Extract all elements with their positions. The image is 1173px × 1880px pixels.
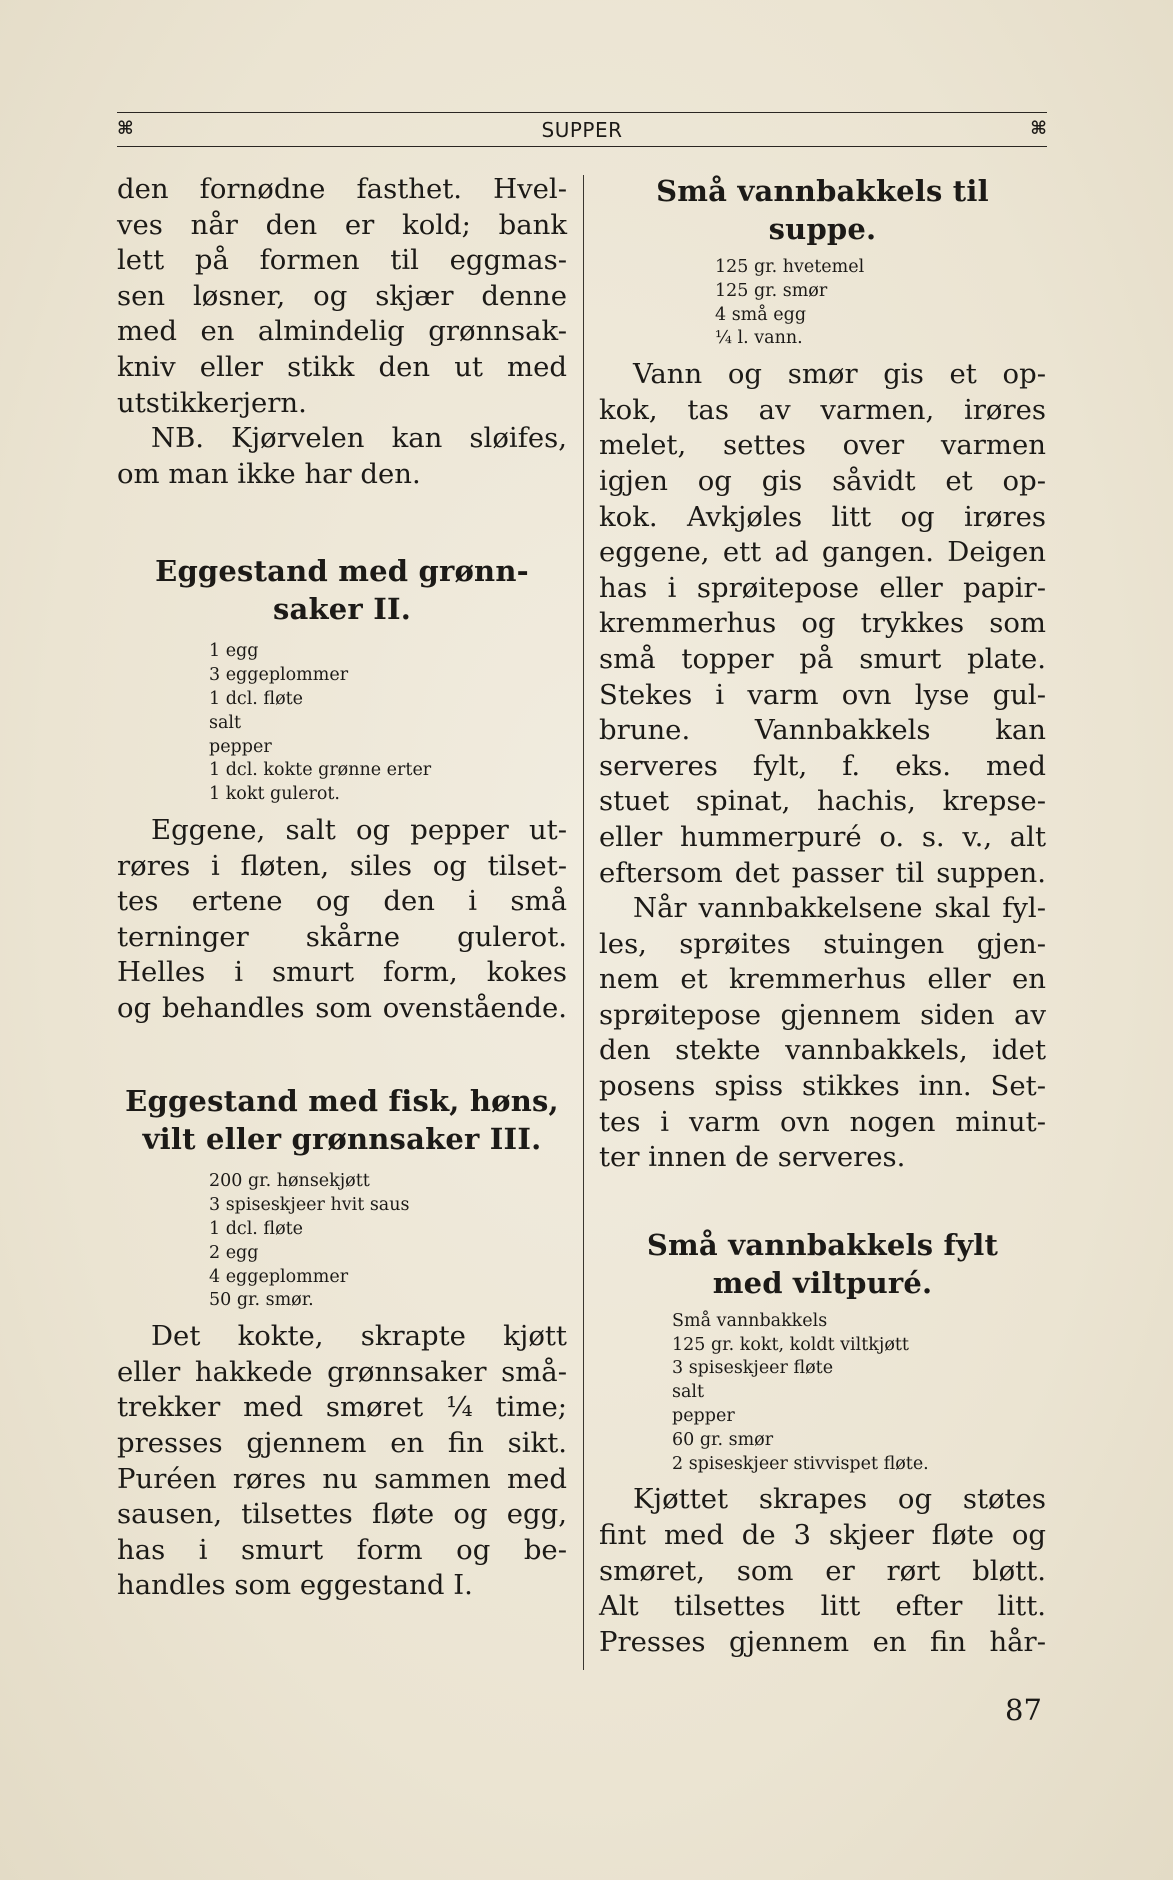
ingredient-item: 50 gr. smør. [209, 1290, 314, 1311]
text-line: has i sprøitepose eller papir- [599, 571, 1046, 604]
recipe-title: Eggestand med grønn- [155, 554, 529, 589]
recipe-vannbakkels-viltpure [599, 1226, 1046, 1661]
ingredient-item: salt [672, 1382, 705, 1403]
text-line: små topper på smurt plate. [599, 642, 1046, 675]
text-line: Helles i smurt form, kokes [117, 956, 567, 989]
ingredient-item: Små vannbakkels [672, 1310, 828, 1331]
ingredient-item: 1 egg [209, 641, 259, 662]
ingredient-item: 4 små egg [715, 304, 807, 325]
ingredient-item: 1 dcl. fløte [209, 1219, 304, 1240]
text-line: den stekte vannbakkels, idet [599, 1034, 1046, 1067]
text-line: kremmerhus og trykkes som [599, 607, 1046, 640]
ingredient-list [209, 640, 567, 807]
recipe-title: saker II. [272, 592, 412, 627]
text-line: sen løsner, og skjær denne [117, 279, 567, 312]
header-title: SUPPER [541, 118, 623, 142]
ingredient-item: ¼ l. vann. [715, 328, 803, 349]
ingredient-item: pepper [209, 736, 272, 757]
ingredient-item: 3 spiseskjeer fløte [672, 1358, 834, 1379]
left-column [117, 172, 567, 1604]
text-line: eller hakkede grønnsaker små- [117, 1355, 567, 1388]
recipe-title: suppe. [768, 212, 877, 246]
ingredient-item: 1 kokt gulerot. [209, 784, 340, 805]
recipe-body [117, 1319, 567, 1604]
text-line: eftersom det passer til suppen. [599, 856, 1046, 889]
text-line: les, sprøites stuingen gjen- [599, 927, 1046, 960]
text-line: tes i varm ovn nogen minut- [599, 1105, 1046, 1138]
ingredient-item: 2 spiseskjeer stivvispet fløte. [672, 1453, 929, 1474]
recipe-title: Eggestand med fisk, høns, [125, 1084, 559, 1119]
text-line: igjen og gis såvidt et op- [599, 464, 1046, 497]
text-line: posens spiss stikkes inn. Set- [599, 1070, 1046, 1103]
ingredient-item: salt [209, 712, 242, 733]
text-line: kok. Avkjøles litt og irøres [599, 500, 1046, 533]
recipe-body [117, 813, 567, 1027]
text-line: med en almindelig grønnsak- [117, 315, 567, 348]
text-line: kok, tas av varmen, irøres [599, 393, 1046, 426]
text-line: trekker med smøret ¼ time; [117, 1391, 567, 1424]
ingredient-item: 1 dcl. fløte [209, 688, 304, 709]
text-line: røres i fløten, siles og tilset- [117, 849, 567, 882]
text-line: om man ikke har den. [117, 457, 421, 490]
text-line: Når vannbakkelsene skal fyl- [633, 892, 1046, 925]
text-line: lett på formen til eggmas- [117, 244, 567, 277]
ingredient-item: 3 spiseskjeer hvit saus [209, 1195, 410, 1216]
column-divider [583, 175, 584, 1670]
text-line: melet, settes over varmen [599, 429, 1046, 462]
text-line: NB. Kjørvelen kan sløifes, [151, 422, 567, 455]
ingredient-item: 125 gr. kokt, koldt viltkjøtt [672, 1334, 909, 1355]
text-line: stuet spinat, hachis, krepse- [599, 785, 1046, 818]
right-column [599, 172, 1046, 1660]
ornament-right-icon: ⌘ [1030, 118, 1047, 139]
text-line: Kjøttet skrapes og støtes [633, 1483, 1046, 1516]
text-line: handles som eggestand I. [117, 1569, 473, 1602]
header-rule-bottom [117, 146, 1047, 147]
ingredient-list [209, 1170, 567, 1313]
text-line: presses gjennem en fin sikt. [117, 1427, 567, 1460]
ingredient-list [715, 256, 1046, 351]
text-line: sausen, tilsettes fløte og egg, [117, 1498, 567, 1531]
text-line: ves når den er kold; bank [117, 208, 567, 241]
ingredient-item: 3 eggeplommer [209, 665, 349, 686]
text-line: Alt tilsettes litt efter litt. [599, 1590, 1046, 1623]
intro-paragraph [117, 172, 567, 421]
running-header [117, 110, 1047, 146]
text-line: Eggene, salt og pepper ut- [151, 813, 567, 846]
ingredient-list [672, 1310, 1046, 1477]
text-line: Det kokte, skrapte kjøtt [151, 1320, 567, 1353]
recipe-title: Små vannbakkels til [656, 174, 989, 208]
ingredient-item: 200 gr. hønsekjøtt [209, 1171, 370, 1192]
text-line: ter innen de serveres. [599, 1141, 906, 1174]
ingredient-item: 125 gr. smør [715, 280, 828, 301]
text-line: kniv eller stikk den ut med [117, 350, 567, 383]
recipe-title: vilt eller grønnsaker III. [142, 1122, 542, 1157]
text-line: serveres fylt, f. eks. med [599, 749, 1046, 782]
ingredient-item: 2 egg [209, 1242, 259, 1263]
note-paragraph [117, 421, 567, 492]
text-line: eggene, ett ad gangen. Deigen [599, 536, 1046, 569]
ingredient-item: pepper [672, 1406, 735, 1427]
text-line: Stekes i varm ovn lyse gul- [599, 678, 1046, 711]
ornament-left-icon: ⌘ [117, 118, 134, 139]
text-line: terninger skårne gulerot. [117, 920, 567, 953]
ingredient-item: 125 gr. hvetemel [715, 257, 865, 277]
header-rule-top [117, 112, 1047, 113]
text-line: Presses gjennem en fin hår- [599, 1625, 1046, 1658]
text-line: utstikkerjern. [117, 386, 307, 419]
ingredient-item: 1 dcl. kokte grønne erter [209, 760, 432, 781]
recipe-vannbakkels-suppe [599, 172, 1046, 1176]
recipe-eggestand-2 [117, 552, 567, 1026]
text-line: fint med de 3 skjeer fløte og [599, 1519, 1046, 1552]
page-number: 87 [1005, 1693, 1042, 1727]
ingredient-item: 60 gr. smør [672, 1429, 774, 1450]
text-line: og behandles som ovenstående. [117, 991, 567, 1024]
ingredient-item: 4 eggeplommer [209, 1266, 349, 1287]
text-line: smøret, som er rørt bløtt. [599, 1554, 1046, 1587]
text-line: eller hummerpuré o. s. v., alt [599, 820, 1046, 853]
text-line: tes ertene og den i små [117, 885, 567, 918]
text-line: den fornødne fasthet. Hvel- [117, 173, 567, 205]
text-line: sprøitepose gjennem siden av [599, 998, 1046, 1031]
recipe-body [599, 1482, 1046, 1660]
text-line: nem et kremmerhus eller en [599, 963, 1046, 996]
text-line: Vann og smør gis et op- [633, 358, 1046, 391]
recipe-body [599, 357, 1046, 1176]
text-line: has i smurt form og be- [117, 1533, 567, 1566]
text-line: brune. Vannbakkels kan [599, 714, 1046, 747]
recipe-title: med viltpuré. [712, 1265, 933, 1300]
recipe-eggestand-3 [117, 1082, 567, 1604]
recipe-title: Små vannbakkels fylt [646, 1227, 999, 1262]
text-line: Puréen røres nu sammen med [117, 1462, 567, 1495]
